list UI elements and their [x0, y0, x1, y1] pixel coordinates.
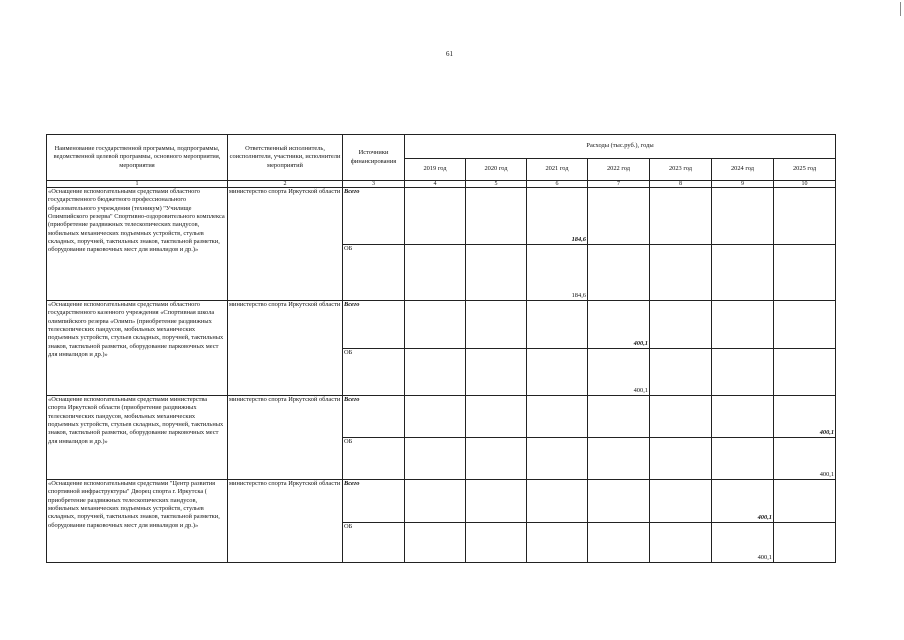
value-cell — [588, 396, 650, 438]
column-number: 4 — [405, 181, 466, 188]
source-total: Всего — [343, 396, 405, 438]
value-cell — [588, 480, 650, 523]
value-cell — [405, 396, 466, 438]
value-cell — [588, 245, 650, 301]
value-cell — [527, 349, 588, 396]
column-number: 3 — [343, 181, 405, 188]
value-cell — [527, 523, 588, 563]
header-year: 2022 год — [588, 159, 650, 181]
budget-table — [46, 134, 836, 563]
value-cell — [712, 301, 774, 349]
value-cell — [650, 301, 712, 349]
value-cell — [466, 396, 527, 438]
header-source: Источники финансирования — [343, 135, 405, 181]
measure-name: «Оснащение вспомогательными средствами областного государственного казенного учреждения «Спортивная школа олимпийского резерва «Олимп» (приобретение раздвижных телескопических пандусов, мобильных механических подъемных устройств, стульев складных, поручней, тактильных знаков, тактильной разметки, оборудование парковочных мест для инвалидов и др.)» — [47, 301, 228, 396]
value-cell — [466, 245, 527, 301]
value-cell — [774, 480, 836, 523]
value-cell — [527, 480, 588, 523]
value-cell — [774, 301, 836, 349]
column-number: 8 — [650, 181, 712, 188]
value-cell: 400,1 — [774, 438, 836, 480]
column-number: 2 — [228, 181, 343, 188]
source-ob: ОБ — [343, 349, 405, 396]
value-cell — [405, 480, 466, 523]
page-number: 61 — [446, 50, 453, 58]
column-number-row — [47, 181, 836, 188]
value-cell — [712, 245, 774, 301]
header-year: 2020 год — [466, 159, 527, 181]
value-cell — [588, 523, 650, 563]
column-number: 5 — [466, 181, 527, 188]
header-year: 2025 год — [774, 159, 836, 181]
value-cell — [527, 301, 588, 349]
value-cell — [774, 349, 836, 396]
table-row — [47, 188, 836, 245]
value-cell — [466, 480, 527, 523]
value-cell — [650, 438, 712, 480]
measure-name: «Оснащение вспомогательными средствами министерства спорта Иркутской области (приобретение раздвижных телескопических пандусов, мобильных механических подъемных устройств, стульев складных, поручней, тактильных знаков, тактильной разметки, оборудование парковочных мест для инвалидов и др.)» — [47, 396, 228, 480]
measure-name: «Оснащение вспомогательными средствами "Центр развития спортивной инфраструктуры" Дворец спорта г. Иркутска ( приобретение раздвижных телескопических пандусов, мобильных механических подъемных устройств, стульев складных, поручней, тактильных знаков, тактильной разметки, оборудование парковочных мест для инвалидов и др.)» — [47, 480, 228, 563]
value-cell — [712, 396, 774, 438]
measure-name: «Оснащение вспомогательными средствами областного государственного бюджетного профессионального образовательного учреждения (техникум) "Училище Олимпийского резерва" Спортивно-оздоровительного комплекса (приобретение раздвижных телескопических пандусов, мобильных механических подъемных устройств, стульев складных, поручней, тактильных знаков, тактильной разметки, оборудование парковочных мест для инвалидов и др.)» — [47, 188, 228, 301]
measure-executor: министерство спорта Иркутской области — [228, 188, 343, 301]
value-cell — [405, 301, 466, 349]
value-cell — [405, 523, 466, 563]
value-cell — [588, 438, 650, 480]
measure-executor: министерство спорта Иркутской области — [228, 480, 343, 563]
source-ob: ОБ — [343, 438, 405, 480]
source-ob: ОБ — [343, 245, 405, 301]
value-cell — [650, 188, 712, 245]
source-total: Всего — [343, 480, 405, 523]
value-cell — [650, 480, 712, 523]
value-cell — [712, 438, 774, 480]
value-cell — [650, 245, 712, 301]
table-row — [47, 396, 836, 438]
value-cell — [466, 188, 527, 245]
value-cell — [466, 523, 527, 563]
value-cell — [466, 349, 527, 396]
value-cell — [588, 188, 650, 245]
value-cell — [650, 523, 712, 563]
value-cell: 400,1 — [588, 349, 650, 396]
header-executor: Ответственный исполнитель, соисполнители, участники, исполнители мероприятий — [228, 135, 343, 181]
header-expenses: Расходы (тыс.руб.), годы — [405, 135, 836, 159]
value-cell — [650, 396, 712, 438]
value-cell: 400,1 — [588, 301, 650, 349]
value-cell: 184,6 — [527, 188, 588, 245]
column-number: 1 — [47, 181, 228, 188]
header-year: 2023 год — [650, 159, 712, 181]
measure-executor: министерство спорта Иркутской области — [228, 396, 343, 480]
column-number: 6 — [527, 181, 588, 188]
value-cell: 400,1 — [774, 396, 836, 438]
column-number: 7 — [588, 181, 650, 188]
page-edge-mark — [900, 2, 901, 16]
value-cell: 400,1 — [712, 480, 774, 523]
table-row — [47, 301, 836, 349]
value-cell — [405, 188, 466, 245]
value-cell — [650, 349, 712, 396]
value-cell: 184,6 — [527, 245, 588, 301]
header-year: 2021 год — [527, 159, 588, 181]
value-cell — [774, 188, 836, 245]
value-cell — [774, 245, 836, 301]
column-number: 10 — [774, 181, 836, 188]
source-total: Всего — [343, 301, 405, 349]
table-row — [47, 480, 836, 523]
measure-executor: министерство спорта Иркутской области — [228, 301, 343, 396]
source-total: Всего — [343, 188, 405, 245]
value-cell — [405, 438, 466, 480]
value-cell — [712, 188, 774, 245]
value-cell — [712, 349, 774, 396]
value-cell — [466, 301, 527, 349]
value-cell — [527, 396, 588, 438]
value-cell — [466, 438, 527, 480]
value-cell — [405, 245, 466, 301]
value-cell — [774, 523, 836, 563]
column-number: 9 — [712, 181, 774, 188]
value-cell — [527, 438, 588, 480]
value-cell: 400,1 — [712, 523, 774, 563]
header-year: 2024 год — [712, 159, 774, 181]
source-ob: ОБ — [343, 523, 405, 563]
header-name: Наименование государственной программы, подпрограммы, ведомственной целевой программы, основного мероприятия, мероприятия — [47, 135, 228, 181]
header-year: 2019 год — [405, 159, 466, 181]
value-cell — [405, 349, 466, 396]
